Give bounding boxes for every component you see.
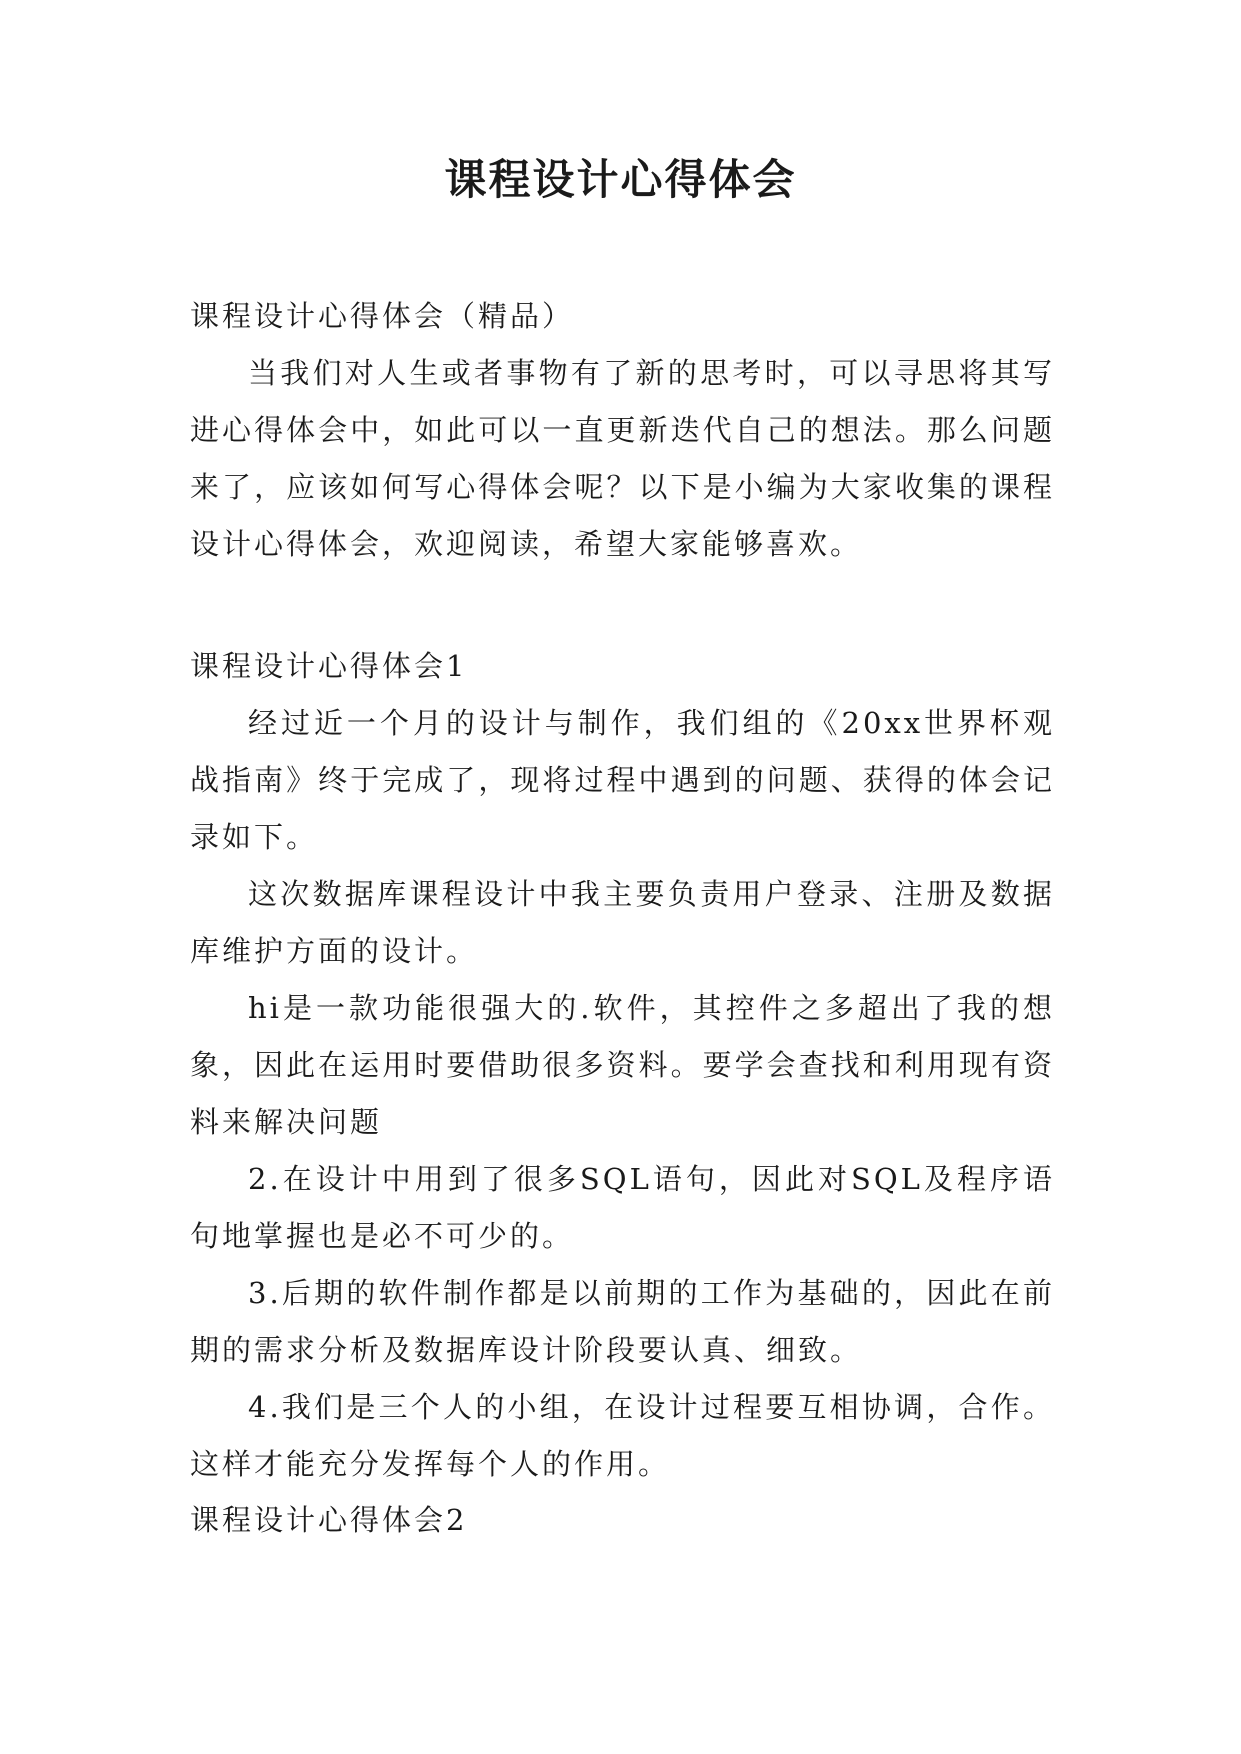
document-subtitle: 课程设计心得体会（精品） [190, 299, 575, 333]
section-1-paragraph-5: 3.后期的软件制作都是以前期的工作为基础的，因此在前期的需求分析及数据库设计阶段要认真、细致。 [190, 1276, 1055, 1367]
section-1-paragraph-4: 2.在设计中用到了很多SQL语句，因此对SQL及程序语句地掌握也是必不可少的。 [190, 1162, 1055, 1253]
section-1-paragraph-6: 4.我们是三个人的小组，在设计过程要互相协调，合作。这样才能充分发挥每个人的作用。 [190, 1390, 1055, 1481]
section-heading-2: 课程设计心得体会2 [190, 1503, 468, 1537]
section-1-paragraph-3: hi是一款功能很强大的.软件，其控件之多超出了我的想象，因此在运用时要借助很多资料。要学会查找和利用现有资料来解决问题 [190, 991, 1055, 1139]
intro-paragraph: 当我们对人生或者事物有了新的思考时，可以寻思将其写进心得体会中，如此可以一直更新迭代自己的想法。那么问题来了，应该如何写心得体会呢？以下是小编为大家收集的课程设计心得体会，欢迎阅读，希望大家能够喜欢。 [190, 356, 1055, 561]
intro-block [190, 345, 1055, 573]
document-title: 课程设计心得体会 [444, 155, 797, 204]
section-1-paragraph-1: 经过近一个月的设计与制作，我们组的《20xx世界杯观战指南》终于完成了，现将过程中遇到的问题、获得的体会记录如下。 [190, 706, 1055, 854]
section-body-1 [190, 695, 1055, 1493]
section-heading-1: 课程设计心得体会1 [190, 649, 468, 683]
section-1-paragraph-2: 这次数据库课程设计中我主要负责用户登录、注册及数据库维护方面的设计。 [190, 877, 1055, 968]
